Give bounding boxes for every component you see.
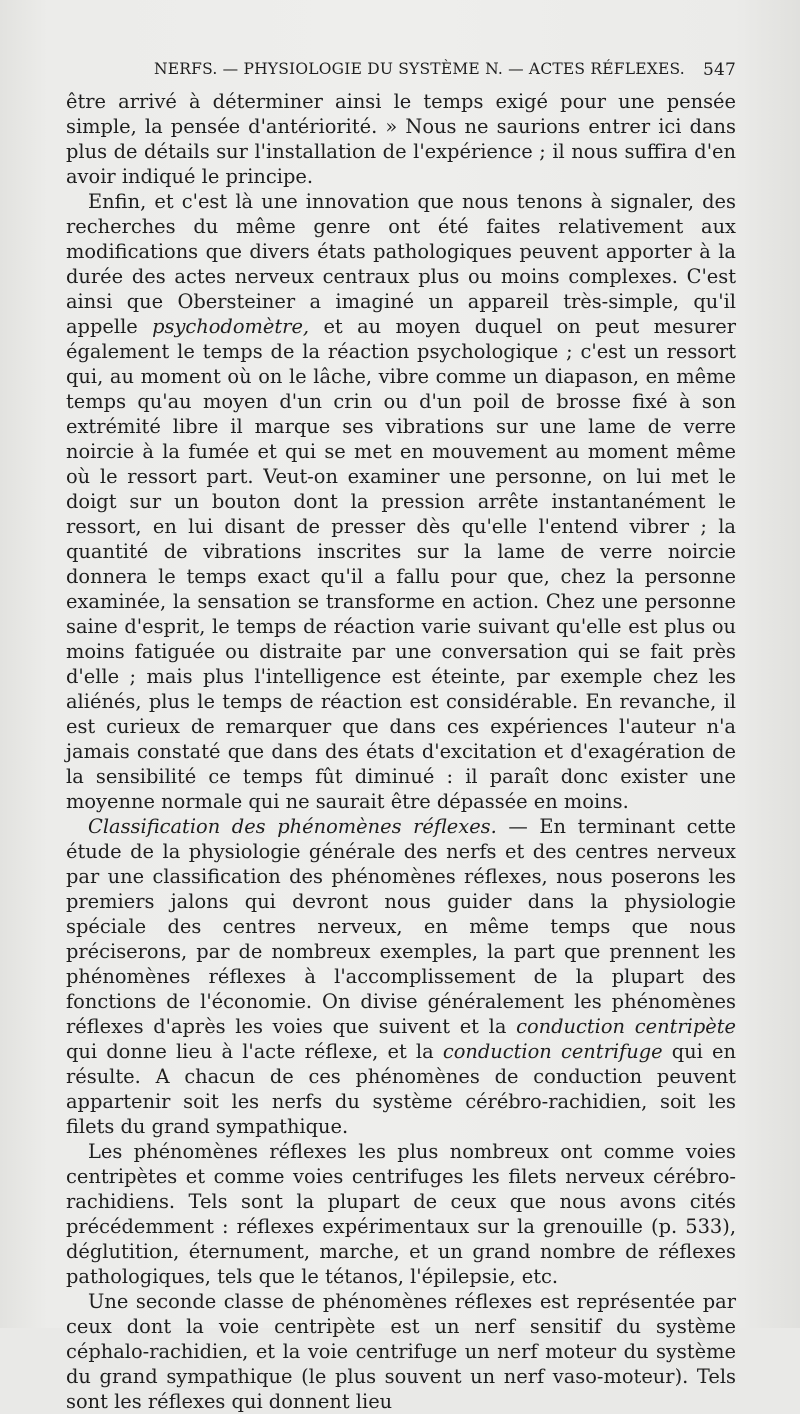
paragraph-text: être arrivé à déterminer ainsi le temps exigé pour une pensée simple, la pensée d'antériorité. » Nous ne saurions entrer ici dans plus de détails sur l'installation de l'expérience ; il nous suffira d'en avoir indiqué le principe. (66, 90, 736, 188)
paragraph (66, 814, 736, 1139)
section-title: Classification des phénomènes réflexes. (88, 815, 497, 838)
page-number: 547 (702, 60, 736, 80)
body-text (66, 89, 736, 1414)
paragraph-text: et au moyen duquel on peut mesurer également le temps de la réaction psychologique ; c'est un ressort qui, au moment où on le lâche, vibre comme un diapason, en même temps qu'au moyen d'un crin ou d'un poil de brosse fixé à son extrémité libre il marque ses vibrations sur une lame de verre noircie à la fumée et qui se met en mouvement au moment même où le ressort part. Veut-on examiner une personne, on lui met le doigt sur un bouton dont la pression arrête instantanément le ressort, en lui disant de presser dès qu'elle l'entend vibrer ; la quantité de vibrations inscrites sur la lame de verre noircie donnera le temps exact qu'il a fallu pour que, chez la personne examinée, la sensation se transforme en action. Chez une personne saine d'esprit, le temps de réaction varie suivant qu'elle est plus ou moins fatiguée ou distraite par une conversation qui se fait près d'elle ; mais plus l'intelligence est éteinte, par exemple chez les aliénés, plus le temps de réaction est considérable. En revanche, il est curieux de remarquer que dans ces expériences l'auteur n'a jamais constaté que dans des états d'excitation et d'exagération de la sensibilité ce temps fût diminué : il paraît donc exister une moyenne normale qui ne saurait être dépassée en moins. (66, 315, 736, 813)
running-title: NERFS. — PHYSIOLOGIE DU SYSTÈME N. — ACTES RÉFLEXES. (154, 60, 685, 78)
paragraph-text: — En terminant cette étude de la physiologie générale des nerfs et des centres nerveux par une classification des phénomènes réflexes, nous poserons les premiers jalons qui devront nous guider dans la physiologie spéciale des centres nerveux, en même temps que nous préciserons, par de nombreux exemples, la part que prennent les phénomènes réflexes à l'accomplissement de la plupart des fonctions de l'économie. On divise généralement les phénomènes réflexes d'après les voies que suivent et la (66, 815, 736, 1038)
paragraph (66, 189, 736, 814)
paragraph (66, 1289, 736, 1414)
italic-term: psychodomètre, (152, 315, 310, 338)
paragraph-text: Enfin, et c'est là une innovation que nous tenons à signaler, des recherches du même genre ont été faites relativement aux modifications que divers états pathologiques peuvent apporter à la durée des actes nerveux centraux plus ou moins complexes. C'est ainsi que Obersteiner a imaginé un appareil très-simple, qu'il appelle (66, 190, 736, 338)
italic-term: conduction centripète (516, 1015, 736, 1038)
paragraph-text: Une seconde classe de phénomènes réflexes est représentée par ceux dont la voie centripète est un nerf sensitif du système céphalo-rachidien, et la voie centrifuge un nerf moteur du système du grand sympathique (le plus souvent un nerf vaso-moteur). Tels sont les réflexes qui donnent lieu (66, 1290, 736, 1413)
paragraph-text: qui donne lieu à l'acte réflexe, et la (66, 1040, 443, 1063)
paragraph (66, 89, 736, 189)
running-header (66, 60, 736, 86)
paragraph (66, 1139, 736, 1289)
paragraph-text: Les phénomènes réflexes les plus nombreux ont comme voies centripètes et comme voies centrifuges les filets nerveux cérébro-rachidiens. Tels sont la plupart de ceux que nous avons cités précédemment : réflexes expérimentaux sur la grenouille (p. 533), déglutition, éternument, marche, et un grand nombre de réflexes pathologiques, tels que le tétanos, l'épilepsie, etc. (66, 1140, 736, 1288)
paragraph-text: qui en résulte. A chacun de ces phénomènes de conduction peuvent appartenir soit les nerfs du système cérébro-rachidien, soit les filets du grand sympathique. (66, 1040, 737, 1138)
italic-term: conduction centrifuge (442, 1040, 663, 1063)
